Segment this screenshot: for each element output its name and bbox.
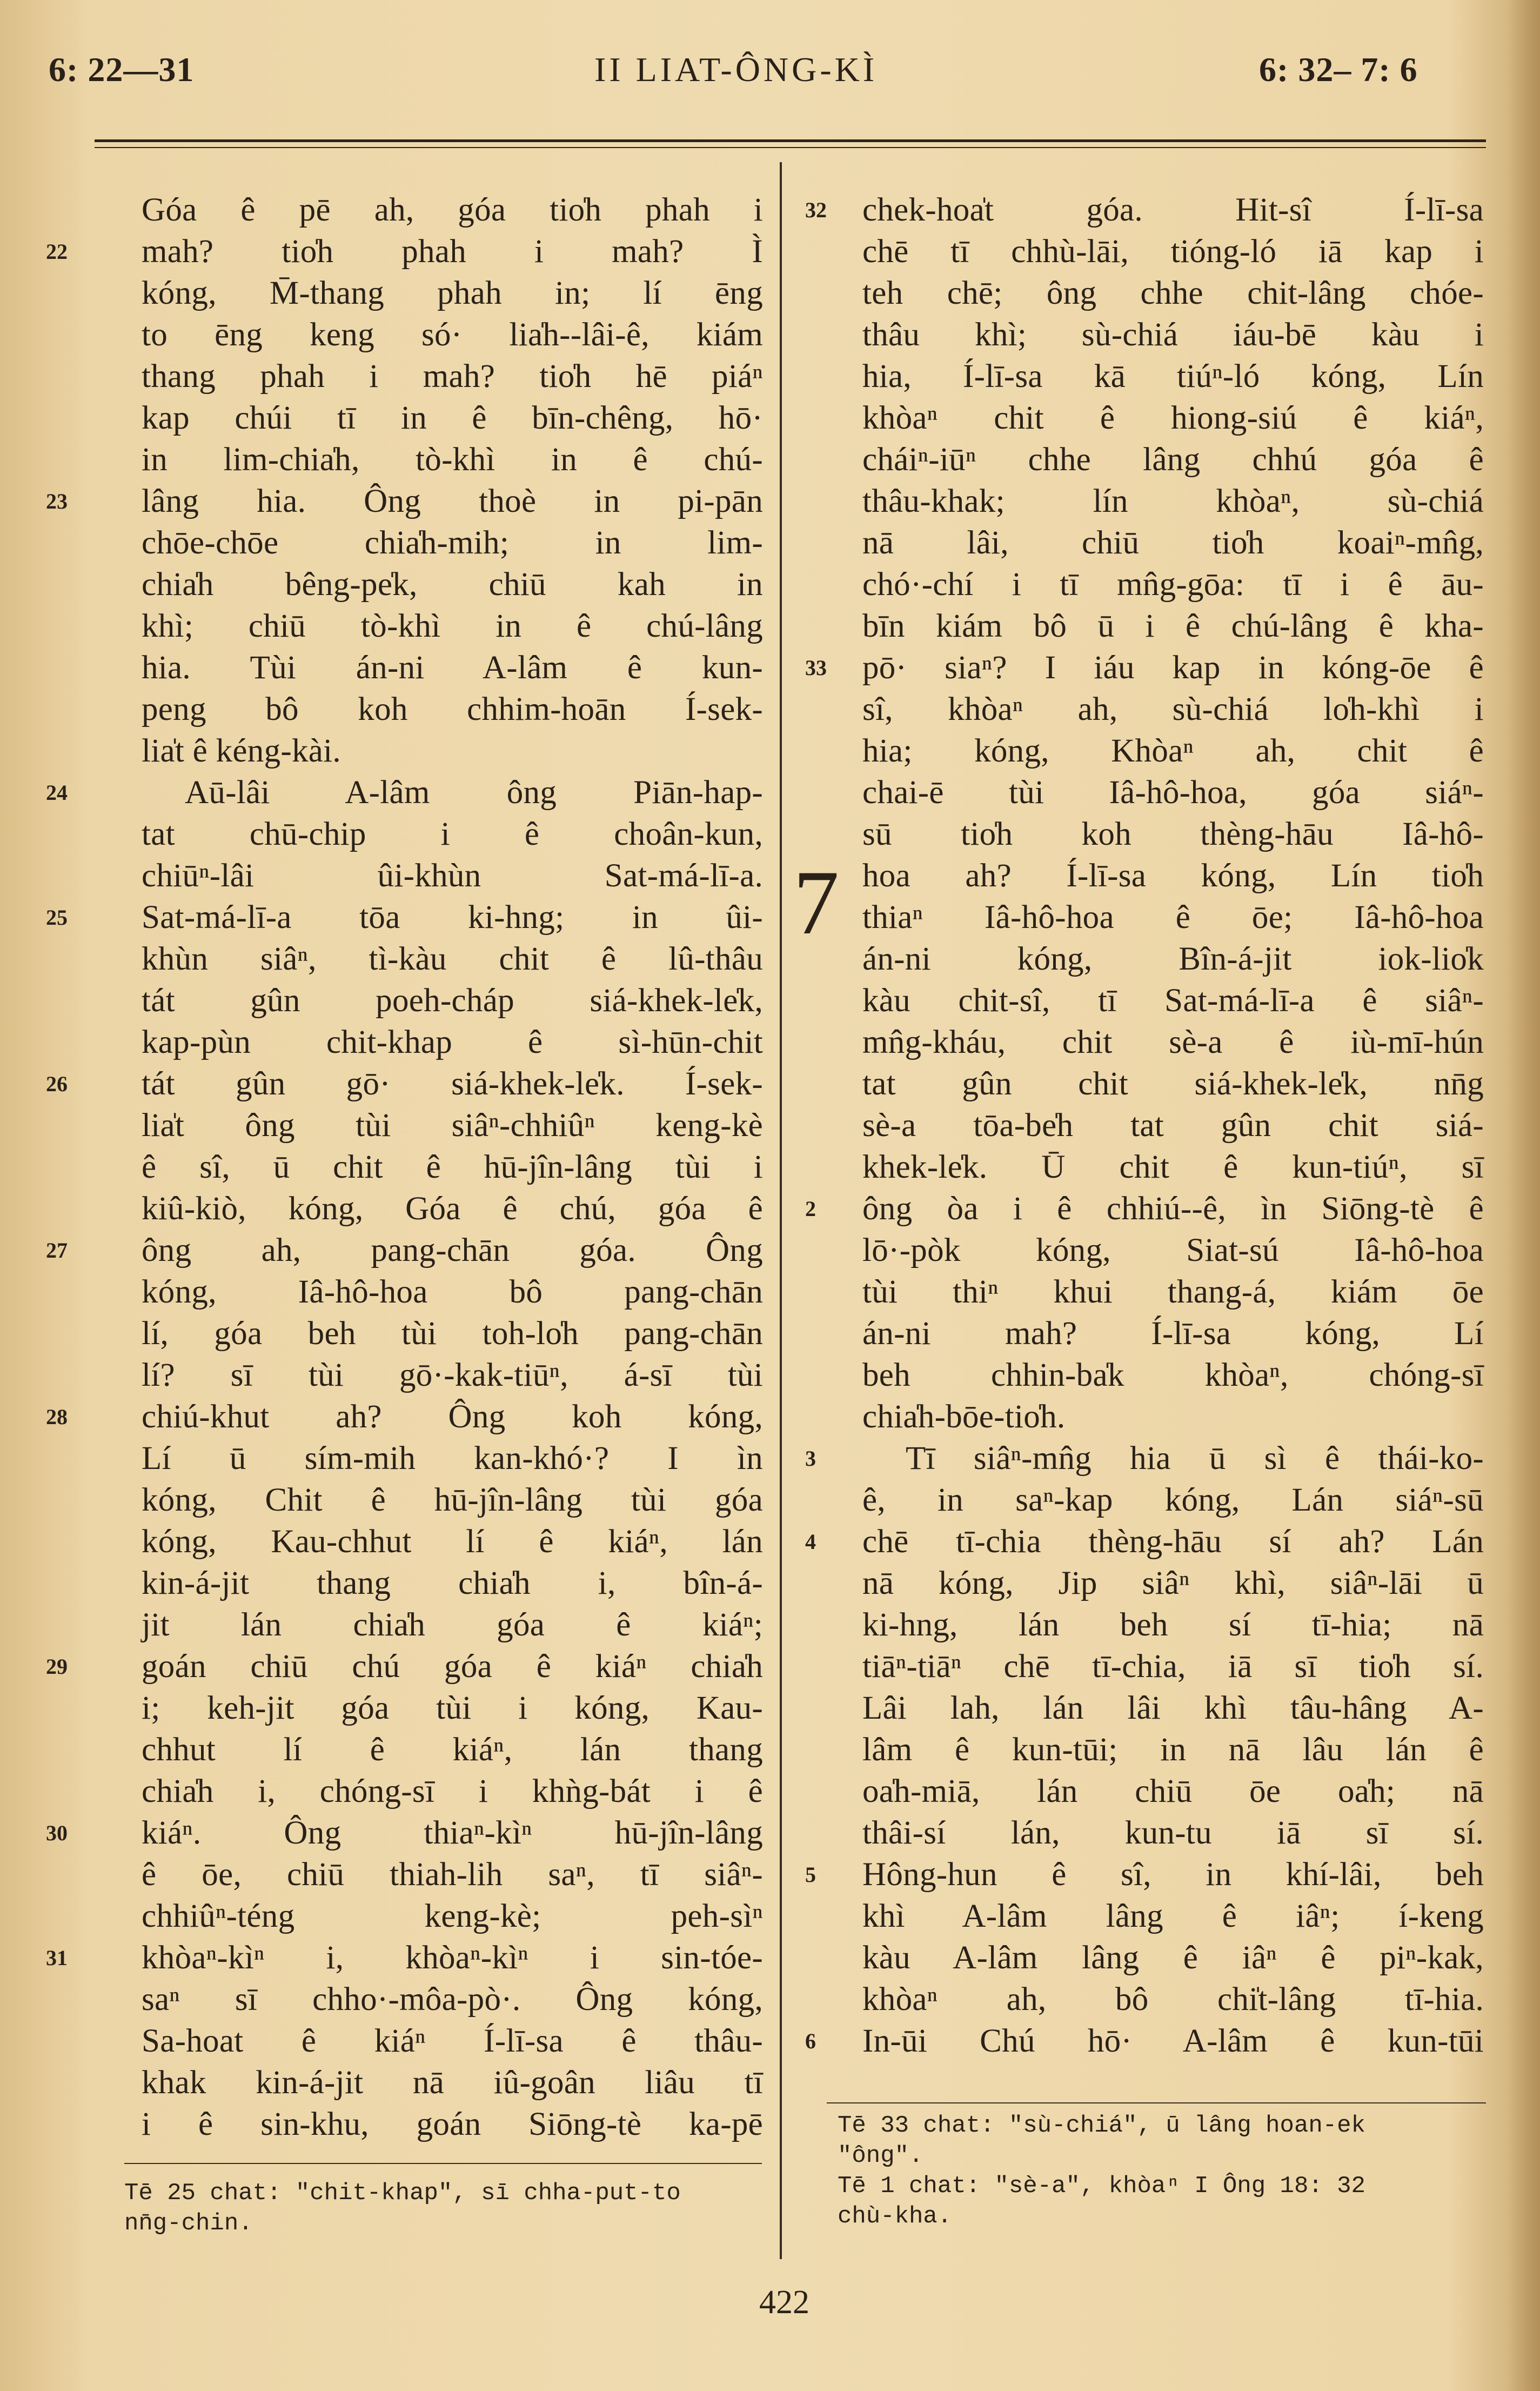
verse-number: 32: [805, 198, 827, 222]
text-line: kóng, M̄-thang phah in; lí ēng: [142, 275, 763, 311]
verse-number: 33: [805, 656, 827, 680]
text-line: lō·-pòk kóng, Siat-sú Iâ-hô-hoa: [862, 1232, 1484, 1268]
text-line: jit lán chia̍h góa ê kiáⁿ;: [142, 1607, 763, 1643]
text-line: tát gûn gō· siá-khek-le̍k. Í-sek-: [142, 1066, 763, 1102]
text-line: chiú-khut ah? Ông koh kóng,: [142, 1399, 763, 1435]
text-line: pō· siaⁿ? I iáu kap in kóng-ōe ê: [862, 650, 1484, 686]
verse-number: 29: [46, 1654, 68, 1679]
text-line: oa̍h-miā, lán chiū ōe oa̍h; nā: [862, 1773, 1484, 1809]
text-line: cháiⁿ-iūⁿ chhe lâng chhú góa ê: [862, 442, 1484, 478]
text-line: chia̍h bêng-pe̍k, chiū kah in: [142, 566, 763, 603]
verse-number: 5: [805, 1862, 816, 1887]
text-line: i; keh-jit góa tùi i kóng, Kau-: [142, 1690, 763, 1726]
verse-number: 31: [46, 1946, 68, 1970]
text-line: thiaⁿ Iâ-hô-hoa ê ōe; Iâ-hô-hoa: [862, 899, 1484, 936]
text-line: goán chiū chú góa ê kiáⁿ chia̍h: [142, 1648, 763, 1685]
text-line: kap chúi tī in ê bīn-chêng, hō·: [142, 400, 763, 436]
header-rule-thin: [95, 147, 1486, 148]
text-line: thâu khì; sù-chiá iáu-bē kàu i: [862, 317, 1484, 353]
text-line: sè-a tōa-be̍h tat gûn chit siá-: [862, 1107, 1484, 1144]
text-line: Aū-lâi A-lâm ông Piān-hap-: [185, 774, 763, 811]
text-line: khòaⁿ chit ê hiong-siú ê kiáⁿ,: [862, 400, 1484, 436]
text-line: peng bô koh chhim-hoān Í-sek-: [142, 691, 763, 727]
text-line: kap-pùn chit-khap ê sì-hūn-chit: [142, 1024, 763, 1060]
text-line: lí, góa beh tùi toh-lo̍h pang-chān: [142, 1315, 763, 1352]
text-line: lia̍t ê kéng-kài.: [142, 733, 341, 769]
footnote-line: Tē 33 chat: "sù-chiá", ū lâng hoan-ek: [838, 2112, 1365, 2139]
footnote-line: Tē 1 chat: "sè-a", khòaⁿ I Ông 18: 32: [838, 2173, 1365, 2200]
text-line: chhut lí ê kiáⁿ, lán thang: [142, 1732, 763, 1768]
running-header: [0, 50, 1540, 98]
text-line: chia̍h i, chóng-sī i khǹg-bát i ê: [142, 1773, 763, 1809]
footnote-rule-right: [827, 2102, 1486, 2103]
verse-number: 25: [46, 905, 68, 930]
text-line: kiáⁿ. Ông thiaⁿ-kìⁿ hū-jîn-lâng: [142, 1815, 763, 1851]
text-line: Lí ū sím-mih kan-khó·? I ìn: [142, 1440, 763, 1477]
text-line: kóng, Kau-chhut lí ê kiáⁿ, lán: [142, 1524, 763, 1560]
verse-number: 24: [46, 780, 68, 805]
text-line: kàu chit-sî, tī Sat-má-lī-a ê siâⁿ-: [862, 983, 1484, 1019]
text-line: khòaⁿ ah, bô chi̍t-lâng tī-hia.: [862, 1981, 1484, 2018]
text-line: ê ōe, chiū thiah-lih saⁿ, tī siâⁿ-: [142, 1856, 763, 1893]
footnote-left: [124, 2178, 681, 2239]
text-line: ê, in saⁿ-kap kóng, Lán siáⁿ-sū: [862, 1482, 1484, 1518]
text-line: mn̂g-kháu, chit sè-a ê iù-mī-hún: [862, 1024, 1484, 1060]
text-line: ông ah, pang-chān góa. Ông: [142, 1232, 763, 1268]
chapter-number: 7: [793, 852, 839, 953]
text-line: chek-hoa̍t góa. Hit-sî Í-lī-sa: [862, 192, 1484, 228]
text-line: chē tī chhù-lāi, tióng-ló iā kap i: [862, 233, 1484, 270]
text-line: Tī siâⁿ-mn̂g hia ū sì ê thái-ko-: [906, 1440, 1484, 1477]
footnote-line: nn̄g-chin.: [124, 2210, 253, 2237]
footnote-line: Tē 25 chat: "chit-khap", sī chha-put-to: [124, 2180, 681, 2207]
text-line: beh chhin-ba̍k khòaⁿ, chóng-sī: [862, 1357, 1484, 1393]
text-line: sî, khòaⁿ ah, sù-chiá lo̍h-khì i: [862, 691, 1484, 727]
verse-number: 3: [805, 1446, 816, 1471]
footnote-right: [838, 2111, 1365, 2232]
text-line: hia. Tùi án-ni A-lâm ê kun-: [142, 650, 763, 686]
footnote-line: "ông".: [838, 2142, 923, 2169]
text-line: chhiûⁿ-téng keng-kè; peh-sìⁿ: [142, 1898, 763, 1934]
text-line: chai-ē tùi Iâ-hô-hoa, góa siáⁿ-: [862, 774, 1484, 811]
footnote-line: chù-kha.: [838, 2203, 952, 2230]
text-line: thang phah i mah? tio̍h hē piáⁿ: [142, 358, 763, 395]
text-line: tiāⁿ-tiāⁿ chē tī-chia, iā sī tio̍h sí.: [862, 1648, 1484, 1685]
text-line: i ê sin-khu, goán Siōng-tè ka-pē: [142, 2106, 763, 2142]
text-line: kin-á-jit thang chia̍h i, bîn-á-: [142, 1565, 763, 1601]
text-line: lia̍t ông tùi siâⁿ-chhiûⁿ keng-kè: [142, 1107, 763, 1144]
text-line: to ēng keng só· lia̍h--lâi-ê, kiám: [142, 317, 763, 353]
text-line: hia, Í-lī-sa kā tiúⁿ-ló kóng, Lín: [862, 358, 1484, 395]
text-line: sū tio̍h koh thèng-hāu Iâ-hô-: [862, 816, 1484, 852]
text-line: chē tī-chia thèng-hāu sí ah? Lán: [862, 1524, 1484, 1560]
text-line: chōe-chōe chia̍h-mih; in lim-: [142, 525, 763, 561]
text-line: ê sî, ū chit ê hū-jîn-lâng tùi i: [142, 1149, 763, 1185]
text-line: hia; kóng, Khòaⁿ ah, chit ê: [862, 733, 1484, 769]
text-line: lâng hia. Ông thoè in pi-pān: [142, 483, 763, 519]
left-column-text: [142, 189, 763, 2145]
text-line: chia̍h-bōe-tio̍h.: [862, 1399, 1066, 1435]
text-line: ông òa i ê chhiú--ê, ìn Siōng-tè ê: [862, 1191, 1484, 1227]
header-verse-range-right: 6: 32– 7: 6: [1259, 50, 1418, 89]
text-line: án-ni kóng, Bîn-á-jit iok-lio̍k: [862, 941, 1484, 977]
text-line: kàu A-lâm lâng ê iâⁿ ê piⁿ-kak,: [862, 1940, 1484, 1976]
text-line: án-ni mah? Í-lī-sa kóng, Lí: [862, 1315, 1484, 1352]
footnote-rule-left: [124, 2163, 762, 2164]
verse-number: 23: [46, 489, 68, 513]
right-column-text: [862, 189, 1484, 2062]
text-line: lâm ê kun-tūi; in nā lâu lán ê: [862, 1732, 1484, 1768]
text-line: chiūⁿ-lâi ûi-khùn Sat-má-lī-a.: [142, 858, 763, 894]
text-line: Sa-hoat ê kiáⁿ Í-lī-sa ê thâu-: [142, 2023, 763, 2059]
spine-shadow: [1508, 0, 1540, 2391]
text-line: Sat-má-lī-a tōa ki-hng; in ûi-: [142, 899, 763, 936]
text-line: hoa ah? Í-lī-sa kóng, Lín tio̍h: [862, 858, 1484, 894]
text-line: chó·-chí i tī mn̂g-gōa: tī i ê āu-: [862, 566, 1484, 603]
text-line: khì A-lâm lâng ê iâⁿ; í-keng: [862, 1898, 1484, 1934]
text-line: khòaⁿ-kìⁿ i, khòaⁿ-kìⁿ i sin-tóe-: [142, 1940, 763, 1976]
text-line: kóng, Iâ-hô-hoa bô pang-chān: [142, 1274, 763, 1310]
text-line: lí? sī tùi gō·-kak-tiūⁿ, á-sī tùi: [142, 1357, 763, 1393]
text-line: Góa ê pē ah, góa tio̍h phah i: [142, 192, 763, 228]
text-line: nā lâi, chiū tio̍h koaiⁿ-mn̂g,: [862, 525, 1484, 561]
text-line: kóng, Chit ê hū-jîn-lâng tùi góa: [142, 1482, 763, 1518]
verse-number: 6: [805, 2029, 816, 2053]
text-line: khì; chiū tò-khì in ê chú-lâng: [142, 608, 763, 644]
text-line: saⁿ sī chho·-môa-pò·. Ông kóng,: [142, 1981, 763, 2018]
text-line: tùi thiⁿ khui thang-á, kiám ōe: [862, 1274, 1484, 1310]
verse-number: 28: [46, 1405, 68, 1429]
header-book-title: II LIAT-ÔNG-KÌ: [594, 50, 878, 89]
text-line: nā kóng, Jip siâⁿ khì, siâⁿ-lāi ū: [862, 1565, 1484, 1601]
text-line: Hông-hun ê sî, in khí-lâi, beh: [862, 1856, 1484, 1893]
text-line: ki-hng, lán beh sí tī-hia; nā: [862, 1607, 1484, 1643]
verse-number: 26: [46, 1072, 68, 1096]
text-line: khek-le̍k. Ū chit ê kun-tiúⁿ, sī: [862, 1149, 1484, 1185]
verse-number: 2: [805, 1197, 816, 1221]
text-line: kiû-kiò, kóng, Góa ê chú, góa ê: [142, 1191, 763, 1227]
text-line: Lâi lah, lán lâi khì tâu-hâng A-: [862, 1690, 1484, 1726]
text-line: mah? tio̍h phah i mah? Ì: [142, 233, 763, 270]
text-line: tat gûn chit siá-khek-le̍k, nn̄g: [862, 1066, 1484, 1102]
header-verse-range-left: 6: 22—31: [49, 50, 195, 89]
verse-number: 30: [46, 1821, 68, 1845]
verse-number: 27: [46, 1238, 68, 1263]
text-line: bīn kiám bô ū i ê chú-lâng ê kha-: [862, 608, 1484, 644]
header-rule-thick: [95, 139, 1486, 142]
text-line: khùn siâⁿ, tì-kàu chit ê lû-thâu: [142, 941, 763, 977]
verse-number: 4: [805, 1530, 816, 1554]
column-divider: [780, 162, 782, 2259]
text-line: tát gûn poeh-cháp siá-khek-le̍k,: [142, 983, 763, 1019]
text-line: In-ūi Chú hō· A-lâm ê kun-tūi: [862, 2023, 1484, 2059]
verse-number: 22: [46, 239, 68, 264]
text-line: teh chē; ông chhe chit-lâng chóe-: [862, 275, 1484, 311]
text-line: thâu-khak; lín khòaⁿ, sù-chiá: [862, 483, 1484, 519]
page-number: 422: [759, 2284, 809, 2321]
text-line: in lim-chia̍h, tò-khì in ê chú-: [142, 442, 763, 478]
text-line: khak kin-á-jit nā iû-goân liâu tī: [142, 2065, 763, 2101]
text-line: tat chū-chip i ê choân-kun,: [142, 816, 763, 852]
text-line: thâi-sí lán, kun-tu iā sī sí.: [862, 1815, 1484, 1851]
